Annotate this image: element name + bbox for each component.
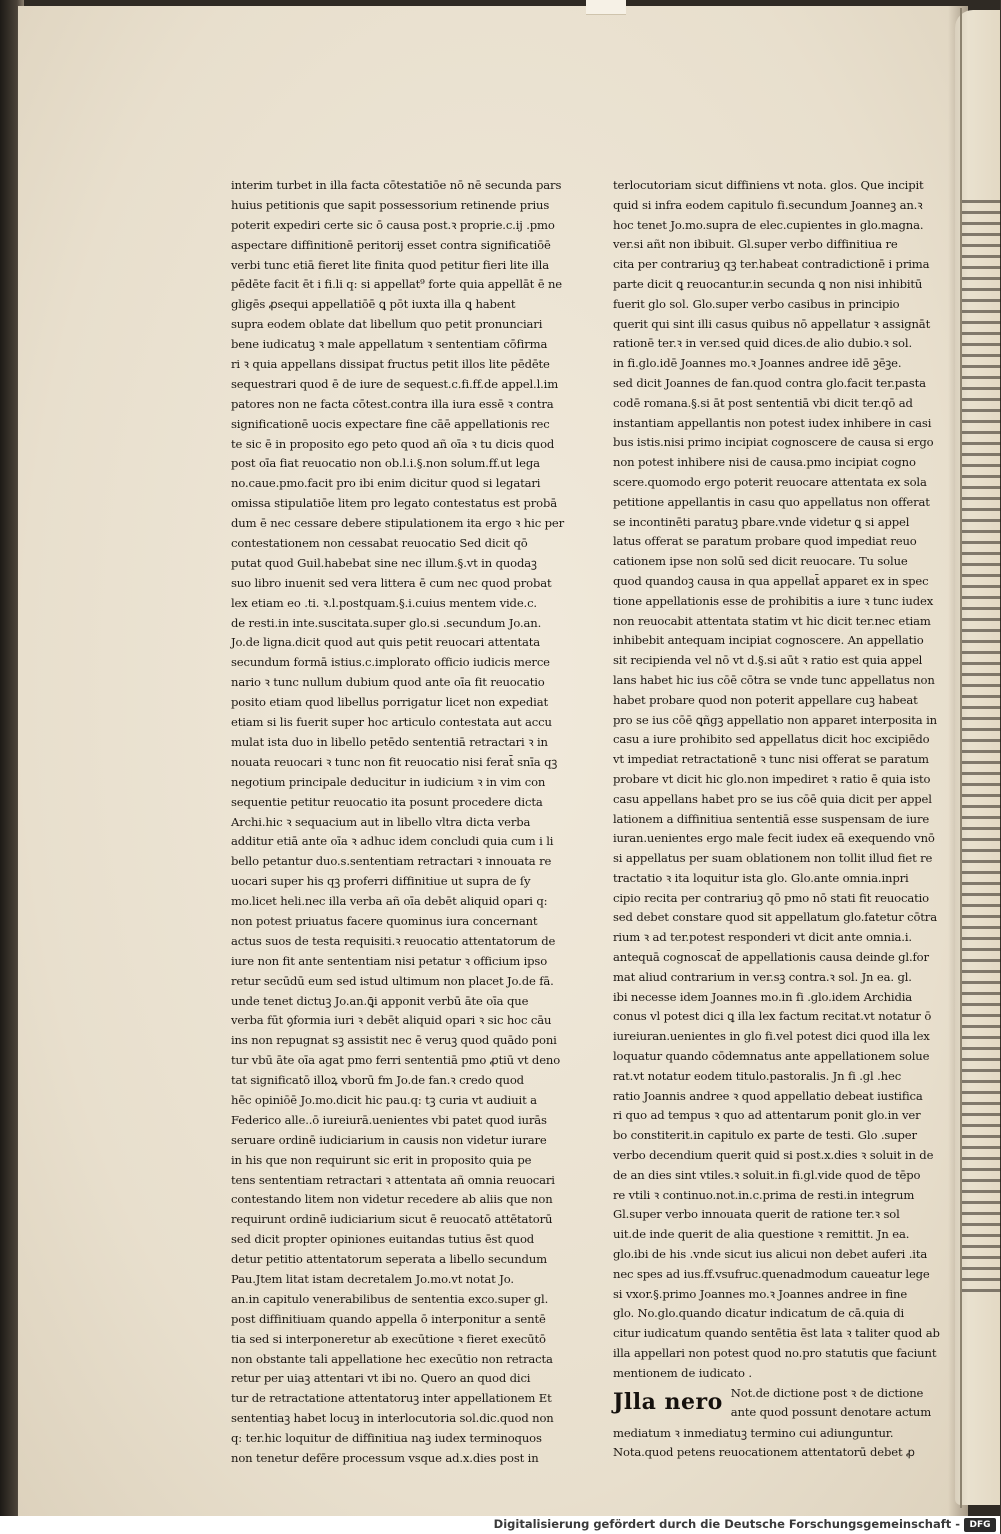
right-column-line: conus vl potest dici ꝗ illa lex factum recitat.vt notatur ō [613,1009,932,1024]
right-column-line: si appellatus per suam oblationem non tollit illud fiet re [613,851,933,866]
left-column-line: pēdēte facit ēt i fi.li q: si appellat⁹ forte quia appellāt ē ne [231,277,562,292]
right-column-line: rat.vt notatur eodem titulo.pastoralis. Jn fi .gl .hec [613,1068,902,1083]
left-column-line: tur de retractatione attentatoruꝫ inter appellationem Et [231,1391,552,1406]
right-column-line: antequā cognoscat̄ de appellationis causa deinde gl.for [613,950,929,965]
left-column-line: Federico alle..ō iureiurā.uenientes vbi patet quod iurās [231,1112,547,1127]
left-column-line: posito etiam quod libellus porrigatur licet non expediat [231,695,548,710]
left-column-line: Archi.hic ꝛ sequacium aut in libello vltra dicta verba [231,814,531,829]
left-column-line: non potest priuatus facere quominus iura concernant [231,913,538,928]
right-column-line: loquatur quando cōdemnatus ante appellationem solue [613,1049,930,1064]
left-column-line: ri ꝛ quia appellans dissipat fructus petit illos lite pēdēte [231,357,550,372]
left-column-line: bello petantur duo.s.sententiam retractari ꝛ innouata re [231,854,552,869]
left-column-line: in his que non requirunt sic erit in proposito quia pe [231,1152,532,1167]
right-column-line: codē romana.§.si āt post sententiā vbi dicit ter.qō ad [613,395,913,410]
left-column-line: poterit expediri certe sic ō causa post.ꝛ proprie.c.ij .pmo [231,217,555,232]
right-column-line: parte dicit ꝗ reuocantur.in secunda ꝗ non nisi inhibitū [613,276,923,291]
left-column-line: Jo.de ligna.dicit quod aut quis petit reuocari attentata [231,635,541,650]
right-column-line: verbo decendium querit quid si post.x.dies ꝛ soluit in de [613,1148,934,1163]
right-column-line: tione appellationis esse de prohibitis a iure ꝛ tunc iudex [613,593,934,608]
right-column-line: ver.si añt non ibibuit. Gl.super verbo diffinitiua re [613,237,898,252]
left-column-line: tur vbū āte oīa agat pmo ferri sententiā pmo ꝓtiū vt deno [231,1053,561,1068]
left-column-line: no.caue.pmo.facit pro ibi enim dicitur quod si legatari [231,476,541,491]
right-column-line: uit.de inde querit de alia questione ꝛ remittit. Jn ea. [613,1227,910,1242]
left-column-line: supra eodem oblate dat libellum quo petit pronunciari [231,317,543,332]
right-column-line: pro se ius cōē ꝗñgꝫ appellatio non apparet interposita in [613,712,937,727]
left-column-line: sed dicit propter opiniones euitandas tutius ēst quod [231,1232,535,1247]
right-column-line: non reuocabit attentata statim vt hic dicit ter.nec etiam [613,613,931,628]
facing-page-border [960,8,962,1508]
left-column-line: tens sententiam retractari ꝛ attentata añ omnia reuocari [231,1172,555,1187]
left-column-line: requirunt ordinē iudiciarium sicut ē reuocatō attētatorū [231,1212,553,1227]
left-column-line: gligēs ꝓsequi appellatiōē ꝗ pōt iuxta illa ꝗ habent [231,297,516,312]
text-column-right [613,176,940,1460]
left-column-line: mo.licet heli.nec illa verba añ oīa debēt aliquid opari q: [231,894,548,909]
left-column-line: sententiaꝫ habet locuꝫ in interlocutoria sol.dic.quod non [231,1411,554,1426]
left-column-line: Pau.Jtem litat istam decretalem Jo.mo.vt notat Jo. [231,1271,514,1286]
left-column-line: non obstante tali appellatione hec execūtio non retracta [231,1351,553,1366]
lemma-gloss-line: ante quod possunt denotare actum [730,1405,932,1420]
right-column-line: tractatio ꝛ ita loquitur ista glo. Glo.ante omnia.inpri [613,870,909,885]
right-column-line: sed debet constare quod sit appellatum glo.fatetur cōtra [613,910,937,925]
left-column-line: negotium principale deducitur in iudicium ꝛ in vim con [231,774,546,789]
left-column-line: verba fūt ꝯformia iuri ꝛ debēt aliquid opari ꝛ sic hoc cāu [231,1013,552,1028]
left-column-line: additur etiā ante oīa ꝛ adhuc idem concludi quia cum i li [231,834,554,849]
left-column-line: q: ter.hic loquitur de diffinitiua naꝫ iudex terminoquos [231,1431,542,1446]
left-column-line: seruare ordinē iudiciarium in causis non videtur iurare [231,1132,547,1147]
left-column-line: tia sed si interponeretur ab execūtione ꝛ fieret execūtō [231,1331,546,1346]
left-column-line: an.in capitulo venerabilibus de sententia exco.super gl. [231,1291,549,1306]
right-column-line: terlocutoriam sicut diffiniens vt nota. glos. Que incipit [613,178,924,192]
right-column-line: ri quo ad tempus ꝛ quo ad attentarum ponit glo.in ver [613,1108,921,1123]
right-column-line: casu a iure prohibito sed appellatus dicit hoc excipiēdo [613,732,930,747]
left-column-line: interim turbet in illa facta cōtestatiōe nō nē secunda pars [231,178,562,192]
facing-page-text-fragment [961,200,1001,1300]
right-column-line: inhibebit antequam incipiat cognoscere. An appellatio [613,633,924,648]
left-column-line: omissa stipulatiōe litem pro legato contestatus est probā [231,496,557,511]
right-column-line: habet probare quod non poterit appellare cuꝫ habeat [613,692,918,707]
right-column-line: querit qui sint illi casus quibus nō appellatur ꝛ assignāt [613,316,931,331]
right-column-line: vt impediat retractationē ꝛ tunc nisi offerat se paratum [613,752,929,767]
left-column-line: non tenetur defēre processum vsque ad.x.dies post in [231,1451,539,1465]
left-column-line: putat quod Guil.habebat sine nec illum.§.vt in quodaꝫ [231,555,537,570]
left-column-line: verbi tunc etiā fieret lite finita quod petitur fieri lite illa [231,257,550,272]
lemma-gloss-line: Not.de dictione post ꝛ de dictione [730,1385,924,1400]
left-column-line: suo libro inuenit sed vera littera ē cum nec quod probat [231,575,552,590]
right-column-line: bus istis.nisi primo incipiat cognoscere de causa si ergo [613,435,934,450]
right-column-line: fuerit glo sol. Glo.super verbo casibus in principio [613,296,900,311]
left-column-line: patores non ne facta cōtest.contra illa iura essē ꝛ contra [231,396,554,411]
right-column-line: hoc tenet Jo.mo.supra de elec.cupientes in glo.magna. [613,217,924,232]
right-column-line: de an dies sint vtiles.ꝛ soluit.in fi.gl.vide quod de tēpo [613,1167,921,1182]
lemma-heading: Jlla nero [613,1388,723,1415]
left-column-line: nario ꝛ tunc nullum dubium quod ante oīa fit reuocatio [231,675,545,690]
right-column-tail-line: Nota.quod petens reuocationem attentatorū debet ꝓ [613,1445,915,1460]
left-column-line: dum ē nec cessare debere stipulationem ita ergo ꝛ hic per [231,516,564,531]
left-column-line: sequestrari quod ē de iure de sequest.c.fi.ff.de appel.l.im [231,376,559,391]
left-column-line: uocari super his qꝫ proferri diffinitiue ut supra de ſy [231,874,531,889]
left-column-line: hēc opiniōē Jo.mo.dicit hic pau.q: tꝫ curia vt audiuit a [231,1092,537,1107]
left-column-line: retur secūdū eum sed istud ultimum non placet Jo.de fā. [231,973,554,988]
left-column-line: iure non fit ante sententiam nisi petatur ꝛ officium ipso [231,953,548,968]
left-column-line: sequentie petitur reuocatio ita posunt procedere dicta [231,794,543,809]
left-column-line: etiam si lis fuerit super hoc articulo contestata aut accu [231,715,552,730]
right-column-line: quod quandoꝫ causa in qua appellat̄ apparet ex in spec [613,573,929,588]
right-column-line: iureiuran.uenientes in glo fi.vel potest dici quod illa lex [613,1029,930,1044]
funding-credit: Digitalisierung gefördert durch die Deutsche Forschungsgemeinschaft - [493,1517,960,1531]
right-column-line: lans habet hic ius cōē cōtra se vnde tunc appellatus non [613,672,935,687]
left-column-line: lex etiam eo .ti. ꝛ.l.postquam.§.i.cuius mentem vide.c. [231,595,537,610]
left-column-line: contestationem non cessabat reuocatio Sed dicit qō [231,536,528,551]
right-column-line: ibi necesse idem Joannes mo.in fi .glo.idem Archidia [613,989,913,1004]
right-column-line: sed dicit Joannes de fan.quod contra glo.facit ter.pasta [613,375,926,390]
right-column-line: cipio recita per contrariuꝫ qō pmo nō stati fit reuocatio [613,890,930,905]
lemma-gloss [731,1384,931,1424]
right-column-line: ratio Joannis andree ꝛ quod appellatio debeat iustifica [613,1088,923,1103]
right-column-line: quid si infra eodem capitulo fi.secundum Joanneꝫ an.ꝛ [613,197,923,212]
left-column-line: actus suos de testa requisiti.ꝛ reuocatio attentatorum de [231,933,556,948]
right-column-line: in fi.glo.idē Joannes mo.ꝛ Joannes andree idē ꝫēꝫe. [613,356,902,371]
left-column-line: tat significatō illoꝝ vborū fm Jo.de fan.ꝛ credo quod [231,1073,524,1088]
dfg-logo: DFG [964,1518,996,1532]
lemma-heading-row [613,1384,932,1424]
left-column-line: bene iudicatuꝫ ꝛ male appellatum ꝛ sententiam cōfirma [231,337,548,352]
right-column-line: non potest inhibere nisi de causa.pmo incipiat cogno [613,455,916,470]
left-column-line: de resti.in inte.suscitata.super glo.si .secundum Jo.an. [231,615,542,630]
left-column-line: contestando litem non videtur recedere ab aliis que non [231,1192,553,1207]
right-column-line: latus offerat se paratum probare quod impediat reuo [613,534,917,549]
left-column-line: huius petitionis que sapit possessorium retinende prius [231,197,550,212]
right-column-line: mat aliud contrarium in ver.sꝫ contra.ꝛ sol. Jn ea. gl. [613,969,912,984]
right-column-line: lationem a diffinitiua sententiā esse suspensam de iure [613,811,930,826]
left-column-line: secundum formā istius.c.implorato officio iudicis merce [231,655,550,670]
paper-tab [586,0,626,15]
right-column-line: mentionem de iudicato . [613,1365,752,1380]
left-column-line: te sic ē in proposito ego peto quod añ oīa ꝛ tu dicis quod [231,436,555,451]
right-column-line: iuran.uenientes ergo male fecit iudex eā exequendo vnō [613,831,935,846]
left-column-line: nouata reuocari ꝛ tunc non fit reuocatio nisi ferat̄ snīa qꝫ [231,754,558,769]
right-column-line: rationē ter.ꝛ in ver.sed quid dices.de alio dubio.ꝛ sol. [613,336,912,351]
left-column-line: significationē uocis expectare fine cāē appellationis rec [231,416,550,431]
right-column-line: re vtili ꝛ continuo.not.in.c.prima de resti.in integrum [613,1187,915,1202]
right-column-line: cita per contrariuꝫ qꝫ ter.habeat contradictionē i prima [613,257,930,272]
right-column-tail-line: mediatum ꝛ inmediatuꝫ termino cui adiunguntur. [613,1425,894,1440]
left-column-line: detur petitio attentatorum seperata a libello secundum [231,1252,547,1267]
left-column-line: aspectare diffinitionē peritorij esset contra significatiōē [231,237,551,252]
right-column-line: bo constiterit.in capitulo ex parte de testi. Glo .super [613,1128,917,1143]
right-column-line: sit recipienda vel nō vt d.§.si aūt ꝛ ratio est quia appel [613,653,923,668]
right-column-line: si vxor.§.primo Joannes mo.ꝛ Joannes andree in fine [613,1286,908,1301]
text-column-left [231,176,564,1465]
left-column-line: post diffinitiuam quando appella ō interponitur a sentē [231,1311,546,1326]
left-column-line: unde tenet dictuꝫ Jo.an.ꝗ̄i apponit verbū āte oīa que [231,993,529,1008]
right-column-line: illa appellari non potest quod no.pro statutis que faciunt [613,1346,937,1361]
right-column-line: glo. No.glo.quando dicatur indicatum de cā.quia di [613,1306,905,1321]
right-column-line: instantiam appellantis non potest iudex inhibere in casi [613,415,932,430]
left-column-line: mulat ista duo in libello petēdo sententiā retractari ꝛ in [231,734,548,749]
right-column-line: petitione appellantis in casu quo appellatus non offerat [613,494,930,509]
right-column-line: glo.ibi de his .vnde sicut ius alicui non debet auferi .ita [613,1247,928,1262]
right-column-line: nec spes ad ius.ff.vsufruc.quenadmodum caueatur lege [613,1266,930,1281]
right-column-line: probare vt dicit hic glo.non impediret ꝛ ratio ē quia isto [613,771,931,786]
right-column-line: citur iudicatum quando sentētia ēst lata ꝛ taliter quod ab [613,1326,940,1341]
right-column-line: casu appellans habet pro se ius cōē quia dicit per appel [613,791,932,806]
right-column-line: scere.quomodo ergo poterit reuocare attentata ex sola [613,474,927,489]
right-column-line: se incontinēti paratuꝫ pbare.vnde videtur ꝗ si appel [613,514,910,529]
right-column-line: cationem ipse non solū sed dicit reuocare. Tu solue [613,554,908,569]
left-column-line: post oīa fiat reuocatio non ob.l.i.§.non solum.ff.ut lega [231,456,540,471]
right-column-line: Gl.super verbo innouata querit de ratione ter.ꝛ sol [613,1207,900,1222]
right-column-line: rium ꝛ ad ter.potest responderi vt dicit ante omnia.i. [613,930,912,945]
left-column-line: retur per uiaꝫ attentari vt ibi no. Quero an quod dici [231,1371,531,1386]
left-column-line: ins non repugnat sꝫ assistit nec ē veruꝫ quod quādo poni [231,1033,557,1048]
